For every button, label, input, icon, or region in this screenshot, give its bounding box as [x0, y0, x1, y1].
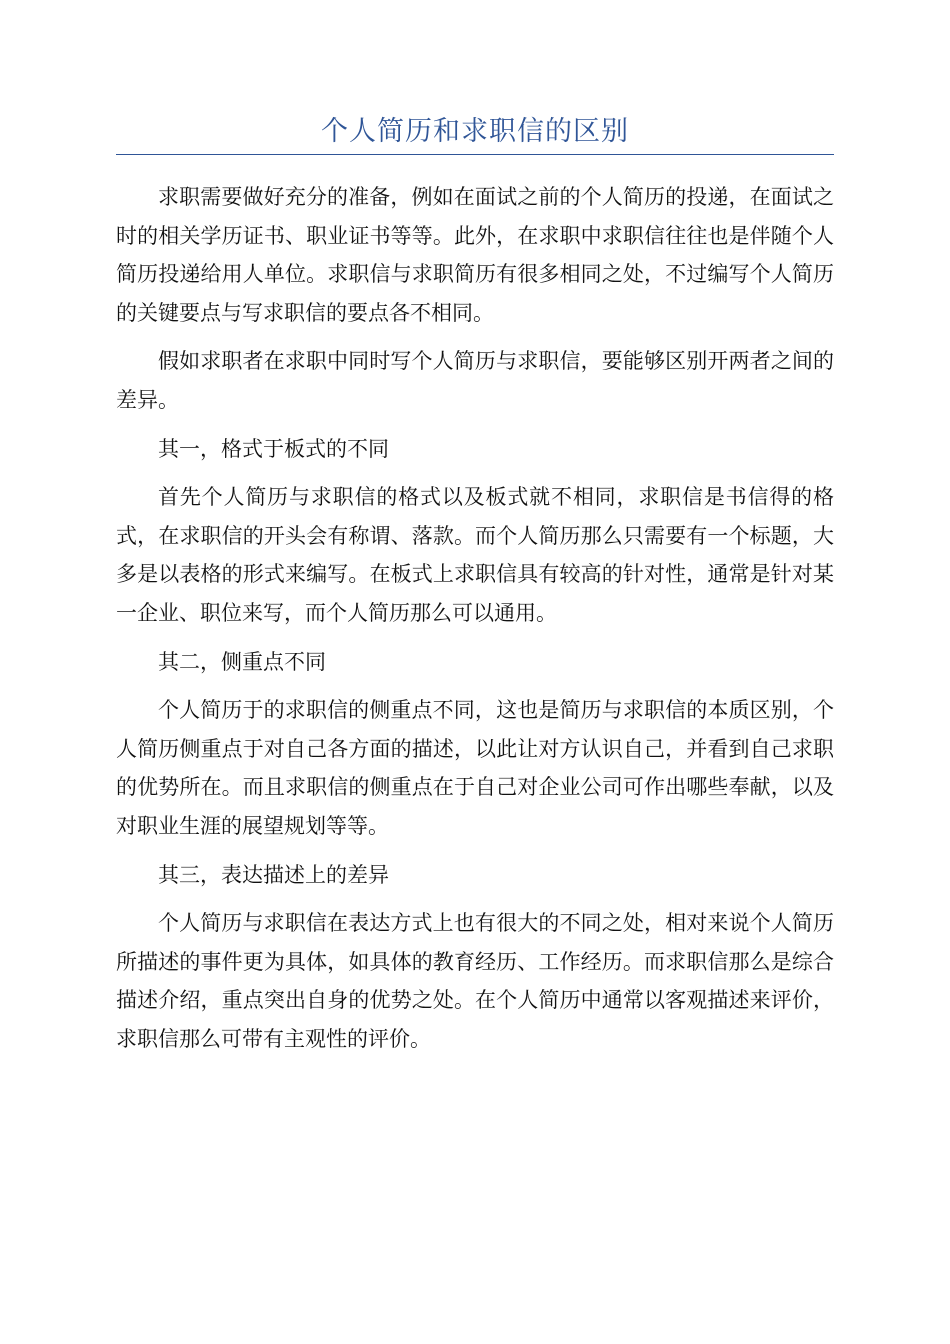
paragraph-difference: 假如求职者在求职中同时写个人简历与求职信，要能够区别开两者之间的差异。 — [116, 349, 834, 412]
paragraph-expression: 个人简历与求职信在表达方式上也有很大的不同之处，相对来说个人简历所描述的事件更为具体，如具体的教育经历、工作经历。而求职信那么是综合描述介绍，重点突出自身的优势之处。在个人简历中通常以客观描述来评价，求职信那么可带有主观性的评价。 — [116, 911, 834, 1051]
section-heading-focus: 其二，侧重点不同 — [158, 649, 326, 674]
document-title: 个人简历和求职信的区别 — [321, 116, 629, 147]
section-heading-expression: 其三，表达描述上的差异 — [158, 862, 389, 887]
paragraph-intro: 求职需要做好充分的准备，例如在面试之前的个人简历的投递，在面试之时的相关学历证书、职业证书等等。此外，在求职中求职信往往也是伴随个人简历投递给用人单位。求职信与求职简历有很多相同之处，不过编写个人简历的关键要点与写求职信的要点各不相同。 — [116, 185, 834, 325]
paragraph-format: 首先个人简历与求职信的格式以及板式就不相同，求职信是书信得的格式，在求职信的开头会有称谓、落款。而个人简历那么只需要有一个标题，大多是以表格的形式来编写。在板式上求职信具有较高的针对性，通常是针对某一企业、职位来写，而个人简历那么可以通用。 — [116, 485, 834, 625]
section-heading-format: 其一，格式于板式的不同 — [158, 436, 389, 461]
paragraph-focus: 个人简历于的求职信的侧重点不同，这也是简历与求职信的本质区别，个人简历侧重点于对自己各方面的描述，以此让对方认识自己，并看到自己求职的优势所在。而且求职信的侧重点在于自己对企业公司可作出哪些奉献，以及对职业生涯的展望规划等等。 — [116, 698, 834, 838]
document-body — [116, 178, 834, 1068]
title-block — [116, 112, 834, 155]
title-underline — [116, 154, 834, 155]
